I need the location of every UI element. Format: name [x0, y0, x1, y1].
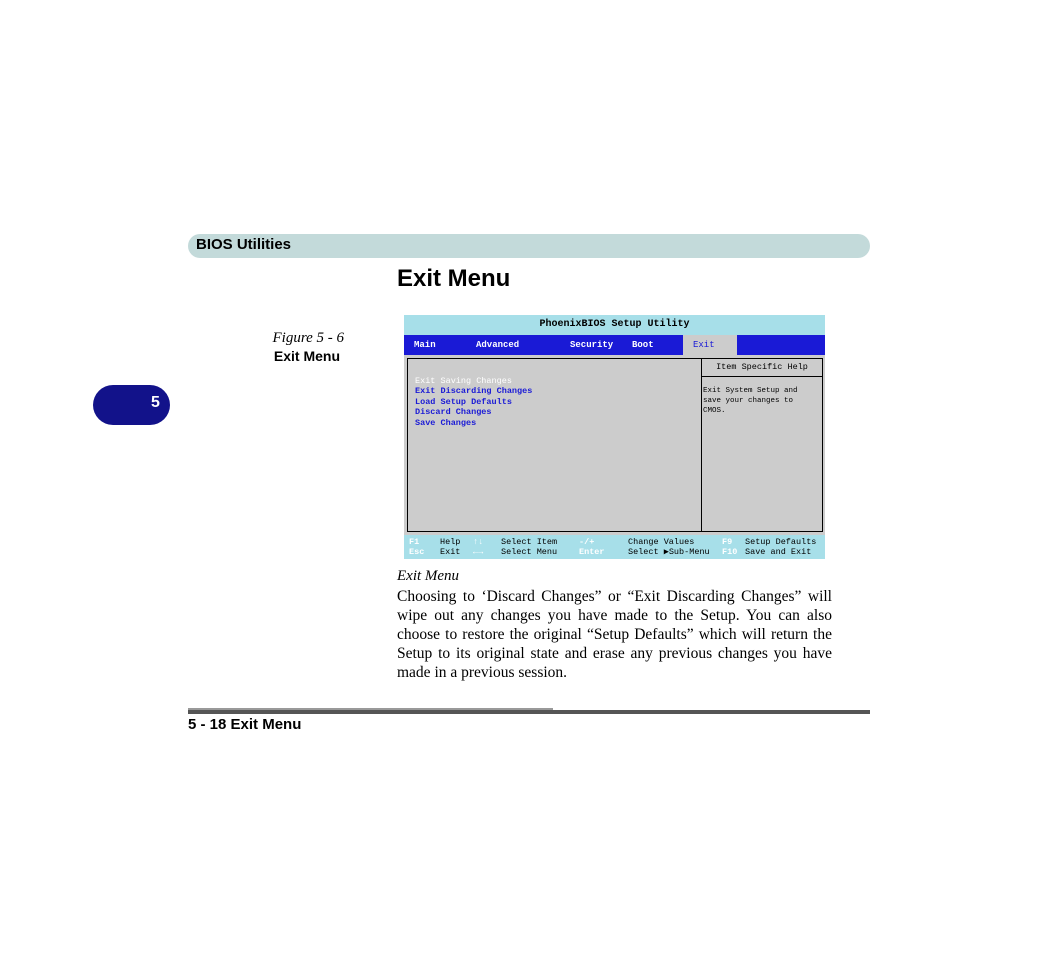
bios-screenshot — [404, 315, 825, 559]
header-bar — [188, 234, 870, 258]
bios-key-esc: Esc — [409, 547, 425, 557]
bios-key-leftright-label: Select Menu — [501, 547, 558, 557]
bios-key-f9: F9 — [722, 537, 733, 547]
bios-option-exit-discarding: Exit Discarding Changes — [415, 386, 533, 396]
bios-key-esc-label: Exit — [440, 547, 461, 557]
section-subtitle: Exit Menu — [397, 568, 460, 584]
bios-key-updown: ↑↓ — [473, 537, 484, 547]
bios-menu-security: Security — [570, 340, 614, 350]
page-footer: 5 - 18 Exit Menu — [188, 716, 302, 733]
bios-footer — [404, 535, 825, 559]
bios-menu-boot: Boot — [632, 340, 654, 350]
footer-rule — [188, 710, 870, 714]
page-title: Exit Menu — [397, 265, 511, 292]
bios-help-title: Item Specific Help — [702, 359, 822, 377]
bios-key-f1-label: Help — [440, 537, 461, 547]
bios-title: PhoenixBIOS Setup Utility — [404, 315, 825, 335]
bios-option-discard-changes: Discard Changes — [415, 407, 492, 417]
body-paragraph: Choosing to ‘Discard Changes” or “Exit Discarding Changes” will wipe out any changes you have made to the Setup. You can also choose to restore the original “Setup Defaults” which will return the Setup to its original state and erase any previous changes you have made in a previous session. — [397, 588, 832, 681]
bios-key-f10-label: Save and Exit — [745, 547, 812, 557]
chapter-number: 5 — [151, 394, 160, 411]
bios-key-f1: F1 — [409, 537, 420, 547]
figure-label: Figure 5 - 6 — [272, 330, 344, 346]
bios-options-panel — [407, 358, 702, 532]
bios-key-f9-label: Setup Defaults — [745, 537, 817, 547]
figure-caption: Exit Menu — [273, 348, 340, 364]
bios-menubar — [404, 335, 825, 355]
bios-menu-advanced: Advanced — [476, 340, 520, 350]
bios-menu-exit: Exit — [683, 335, 737, 355]
bios-key-leftright: ←→ — [473, 547, 484, 557]
bios-key-minusplus-label: Change Values — [628, 537, 695, 547]
bios-key-updown-label: Select Item — [501, 537, 558, 547]
bios-key-enter-label: Select ▶Sub-Menu — [628, 547, 710, 557]
bios-help-text: Exit System Setup and save your changes to CMOS. — [703, 387, 798, 415]
header-title: BIOS Utilities — [196, 236, 292, 253]
bios-option-exit-saving: Exit Saving Changes — [415, 376, 512, 386]
bios-option-load-defaults: Load Setup Defaults — [415, 397, 512, 407]
chapter-tab — [93, 385, 170, 425]
bios-key-f10: F10 — [722, 547, 738, 557]
bios-key-minusplus: -/+ — [579, 537, 595, 547]
bios-menu-main: Main — [414, 340, 436, 350]
bios-help-panel — [701, 358, 823, 532]
bios-option-save-changes: Save Changes — [415, 418, 477, 428]
bios-key-enter: Enter — [579, 547, 605, 557]
